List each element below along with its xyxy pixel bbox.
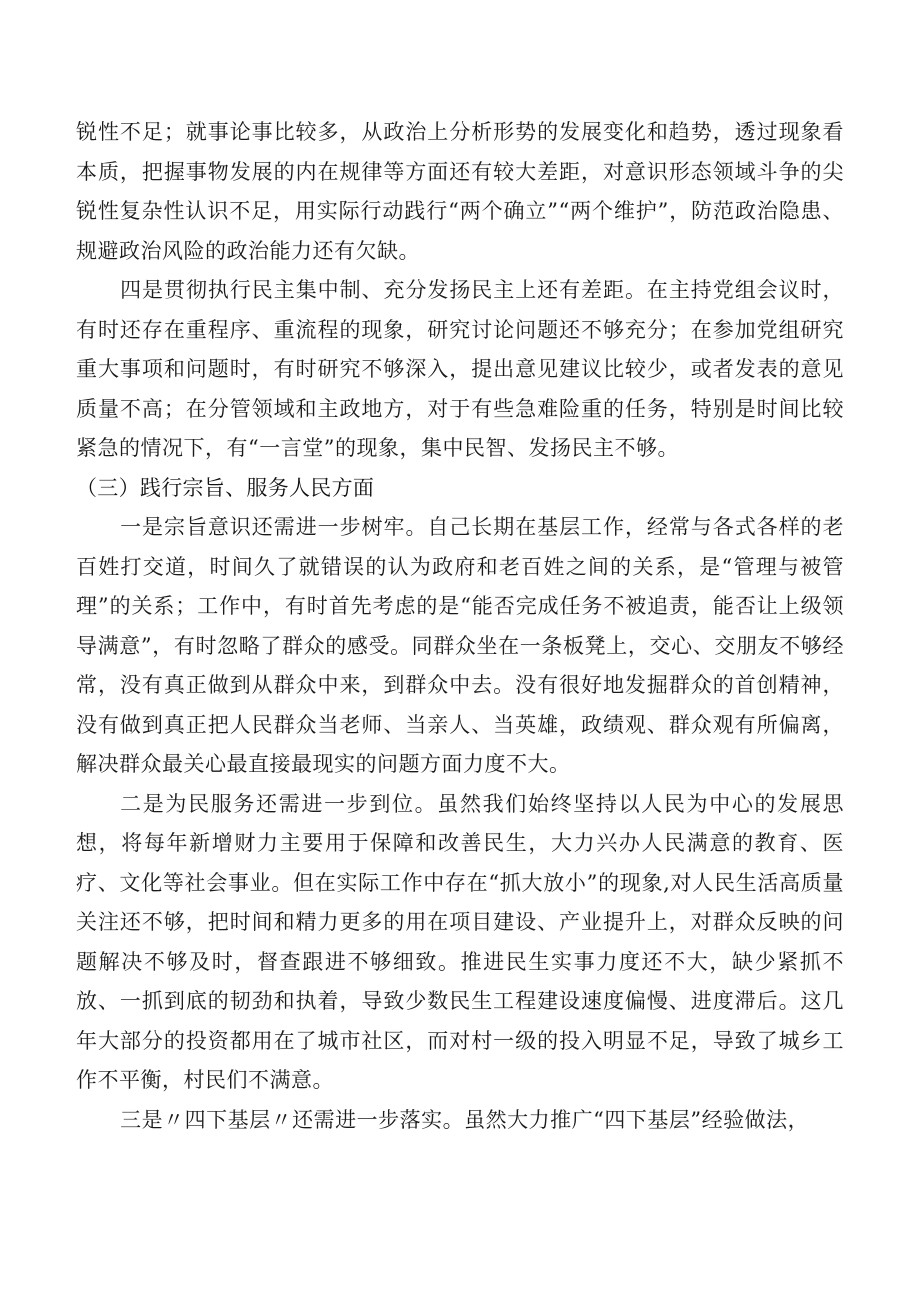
paragraph-purpose-awareness: 一是宗旨意识还需进一步树牢。自己长期在基层工作，经常与各式各样的老百姓打交道，时间久了就错误的认为政府和老百姓之间的关系，是“管理与被管理”的关系；工作中，有时首先考虑的是“能否完成任务不被追责，能否让上级领导满意”，有时忽略了群众的感受。同群众坐在一条板凳上，交心、交朋友不够经常，没有真正做到从群众中来，到群众中去。没有很好地发掘群众的首创精神，没有做到真正把人民群众当老师、当亲人、当英雄，政绩观、群众观有所偏离，解决群众最关心最直接最现实的问题方面力度不大。 [76,515,844,776]
paragraph-four-down-grassroots: 三是〃四下基层〃还需进一步落实。虽然大力推广“四下基层”经验做法， [120,1107,810,1132]
section-heading-serve-people: （三）践行宗旨、服务人民方面 [76,475,375,500]
paragraph-service-to-people: 二是为民服务还需进一步到位。虽然我们始终坚持以人民为中心的发展思想，将每年新增财力主要用于保障和改善民生，大力兴办人民满意的教育、医疗、文化等社会事业。但在实际工作中存在“抓大放小”的现象,对人民生活高质量关注还不够，把时间和精力更多的用在项目建设、产业提升上，对群众反映的问题解决不够及时，督查跟进不够细致。推进民生实事力度还不大，缺少紧抓不放、一抓到底的韧劲和执着，导致少数民生工程建设速度偏慢、进度滞后。这几年大部分的投资都用在了城市社区，而对村一级的投入明显不足，导致了城乡工作不平衡，村民们不满意。 [76,791,844,1092]
paragraph-continuation: 锐性不足；就事论事比较多，从政治上分析形势的发展变化和趋势，透过现象看本质，把握事物发展的内在规律等方面还有较大差距，对意识形态领域斗争的尖锐性复杂性认识不足，用实际行动践行“两个确立”“两个维护”，防范政治隐患、规避政治风险的政治能力还有欠缺。 [76,120,844,263]
paragraph-democratic-centralism: 四是贯彻执行民主集中制、充分发扬民主上还有差距。在主持党组会议时，有时还存在重程序、重流程的现象，研究讨论问题还不够充分；在参加党组研究重大事项和问题时，有时研究不够深入，提出意见建议比较少，或者发表的意见质量不高；在分管领域和主政地方，对于有些急难险重的任务，特别是时间比较紧急的情况下，有“一言堂”的现象，集中民智、发扬民主不够。 [76,278,844,460]
document-body [76,113,844,1140]
